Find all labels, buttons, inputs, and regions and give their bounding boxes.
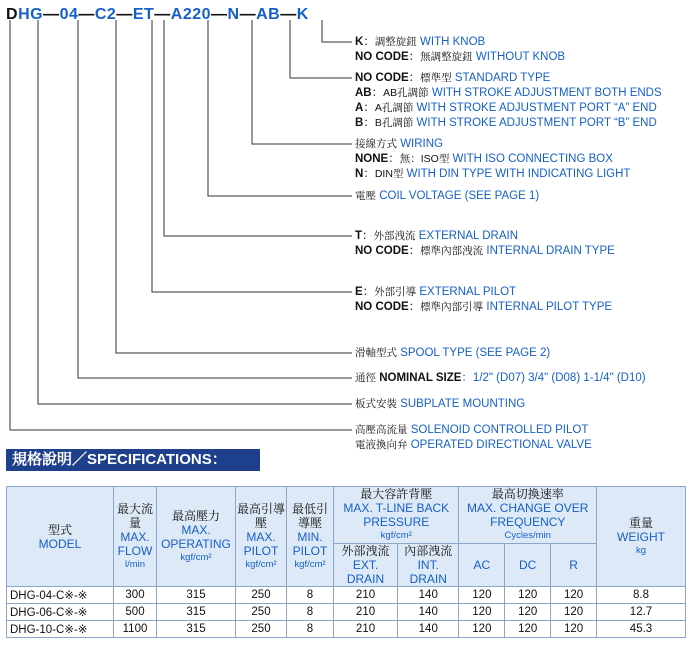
cell-r: 120 [551, 604, 597, 621]
desc-valve-type: 高壓高流量 SOLENOID CONTROLLED PILOT 電液換向弁 OPERATED DIRECTIONAL VALVE [355, 424, 592, 451]
code-dash: — [211, 6, 228, 23]
header-ext-drain: 外部洩流 EXT. DRAIN [334, 544, 398, 587]
desc-size: 通徑 NOMINAL SIZE：1/2" (D07) 3/4" (D08) 1-1/4" (D10) [355, 372, 646, 384]
header-int-drain: 內部洩流 INT. DRAIN [398, 544, 459, 587]
table-row [7, 587, 686, 604]
desc-wiring: 接線方式 WIRING NONE：無：ISO型 WITH ISO CONNECTING BOX N：DIN型 WITH DIN TYPE WITH INDICATING LIGHT [355, 138, 631, 180]
cell-flow: 1100 [114, 621, 157, 638]
desc-drain: T：外部洩流 EXTERNAL DRAIN NO CODE：標準內部洩流 INTERNAL DRAIN TYPE [355, 230, 615, 257]
cell-dc: 120 [505, 621, 551, 638]
desc-knob: K：調整旋鈕 WITH KNOB NO CODE：無調整旋鈕 WITHOUT KNOB [355, 36, 566, 63]
header-flow: 最大流量 MAX. FLOW l/min [114, 487, 157, 587]
code-wiring: N [227, 6, 240, 23]
cell-dc: 120 [505, 587, 551, 604]
code-et: ET [132, 6, 155, 23]
header-change-frequency: 最高切換速率 MAX. CHANGE OVER FREQUENCY Cycles/min [459, 487, 597, 544]
cell-weight: 8.8 [597, 587, 686, 604]
cell-model: DHG-10-C※-※ [7, 621, 114, 638]
cell-max-pilot: 250 [236, 587, 287, 604]
code-dash: — [239, 6, 257, 23]
cell-min-pilot: 8 [287, 604, 334, 621]
header-max-pilot: 最高引導壓 MAX. PILOT kgf/cm² [236, 487, 287, 587]
cell-weight: 45.3 [597, 621, 686, 638]
cell-dc: 120 [505, 604, 551, 621]
cell-ac: 120 [459, 621, 505, 638]
code-dash: — [78, 6, 95, 23]
header-operating: 最高壓力 MAX. OPERATING kgf/cm² [157, 487, 236, 587]
cell-model: DHG-04-C※-※ [7, 587, 114, 604]
desc-mount: 板式安裝 SUBPLATE MOUNTING [355, 398, 526, 410]
cell-operating: 315 [157, 621, 236, 638]
cell-weight: 12.7 [597, 604, 686, 621]
header-row [7, 487, 686, 544]
header-weight: 重量 WEIGHT kg [597, 487, 686, 587]
header-dc: DC [505, 544, 551, 587]
code-spool: C2 [94, 6, 117, 23]
order-code [6, 6, 309, 24]
cell-flow: 500 [114, 604, 157, 621]
code-stroke: AB [256, 6, 281, 23]
specifications-table [6, 486, 686, 638]
header-back-pressure: 最大容許背壓 MAX. T-LINE BACK PRESSURE kgf/cm² [334, 487, 459, 544]
header-min-pilot: 最低引導壓 MIN. PILOT kgf/cm² [287, 487, 334, 587]
code-size: 04 [59, 6, 79, 23]
cell-min-pilot: 8 [287, 621, 334, 638]
cell-ac: 120 [459, 604, 505, 621]
cell-min-pilot: 8 [287, 587, 334, 604]
desc-pilot: E：外部引導 EXTERNAL PILOT NO CODE：標準內部引導 INTERNAL PILOT TYPE [355, 286, 613, 313]
cell-ac: 120 [459, 587, 505, 604]
cell-int-drain: 140 [398, 604, 459, 621]
cell-r: 120 [551, 587, 597, 604]
cell-ext-drain: 210 [334, 604, 398, 621]
cell-ext-drain: 210 [334, 621, 398, 638]
code-dash: — [116, 6, 133, 23]
specifications-title: 規格說明／SPECIFICATIONS： [6, 449, 260, 471]
code-knob: K [296, 6, 309, 23]
code-dash: — [43, 6, 60, 23]
code-dash: — [154, 6, 171, 23]
cell-max-pilot: 250 [236, 604, 287, 621]
cell-operating: 315 [157, 587, 236, 604]
header-r: R [551, 544, 597, 587]
header-model: 型式 MODEL [7, 487, 114, 587]
desc-voltage: 電壓 COIL VOLTAGE (SEE PAGE 1) [355, 190, 540, 202]
cell-int-drain: 140 [398, 621, 459, 638]
cell-ext-drain: 210 [334, 587, 398, 604]
cell-flow: 300 [114, 587, 157, 604]
table-row [7, 621, 686, 638]
cell-r: 120 [551, 621, 597, 638]
cell-max-pilot: 250 [236, 621, 287, 638]
code-d: D [6, 6, 19, 23]
cell-model: DHG-06-C※-※ [7, 604, 114, 621]
table-row [7, 604, 686, 621]
cell-operating: 315 [157, 604, 236, 621]
cell-int-drain: 140 [398, 587, 459, 604]
code-hg: HG [18, 6, 44, 23]
desc-spool: 滑軸型式 SPOOL TYPE (SEE PAGE 2) [355, 347, 551, 359]
code-dash: — [280, 6, 297, 23]
code-voltage: A220 [170, 6, 212, 23]
header-ac: AC [459, 544, 505, 587]
desc-stroke: NO CODE：標準型 STANDARD TYPE AB：AB孔調節 WITH STROKE ADJUSTMENT BOTH ENDS A：A孔調節 WITH STROKE ADJUSTMENT PORT “A” END B：B孔調節 WITH STROKE ADJUSTMENT PORT “B” END [355, 72, 662, 129]
